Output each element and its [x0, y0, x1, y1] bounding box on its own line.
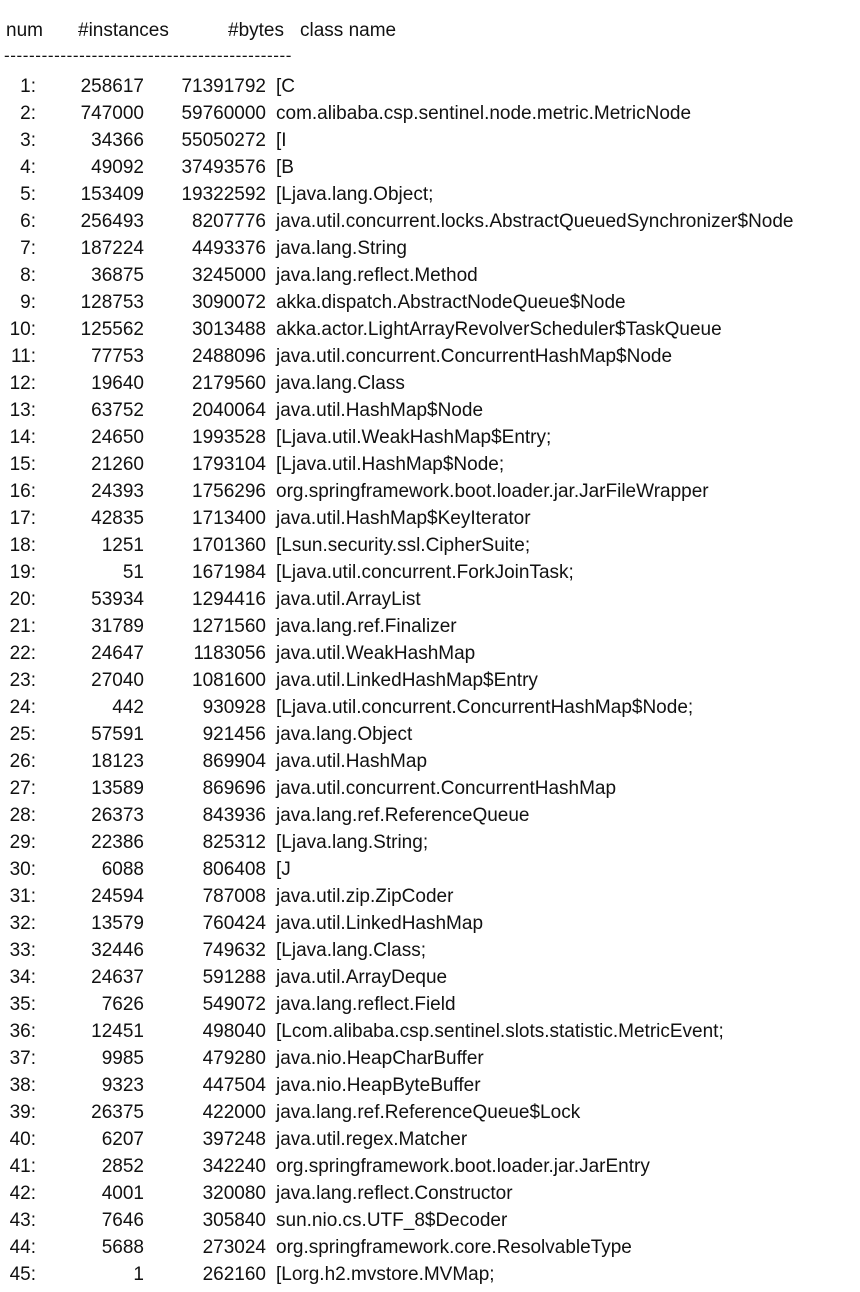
row-num: 27:: [9, 778, 36, 799]
row-num: 23:: [9, 670, 36, 691]
row-instances: 9985: [101, 1048, 144, 1069]
row-instances: 24594: [91, 886, 144, 907]
row-num: 6:: [20, 211, 36, 232]
row-class-name: java.util.HashMap$Node: [276, 400, 484, 421]
row-num: 22:: [9, 643, 36, 664]
row-num: 41:: [9, 1156, 36, 1177]
table-row: [0, 127, 860, 154]
row-bytes: 8207776: [192, 211, 266, 232]
row-class-name: java.util.WeakHashMap: [276, 643, 476, 664]
row-bytes: 273024: [202, 1237, 266, 1258]
row-num: 29:: [9, 832, 36, 853]
row-num: 3:: [20, 130, 36, 151]
table-row: [0, 1261, 860, 1288]
row-num: 4:: [20, 157, 36, 178]
row-num: 34:: [9, 967, 36, 988]
row-bytes: 498040: [202, 1021, 266, 1042]
row-num: 40:: [9, 1129, 36, 1150]
table-row: [0, 883, 860, 910]
row-class-name: [I: [276, 130, 287, 151]
header-bytes: #bytes: [228, 20, 284, 41]
table-row: [0, 667, 860, 694]
table-row: [0, 73, 860, 100]
row-class-name: [Ljava.lang.Object;: [276, 184, 434, 205]
row-instances: 32446: [91, 940, 144, 961]
row-instances: 187224: [80, 238, 144, 259]
row-class-name: java.util.concurrent.locks.AbstractQueuedSynchronizer$Node: [276, 211, 794, 232]
row-instances: 63752: [91, 400, 144, 421]
table-row: [0, 559, 860, 586]
row-class-name: java.lang.Class: [276, 373, 405, 394]
row-instances: 77753: [91, 346, 144, 367]
row-num: 9:: [20, 292, 36, 313]
row-class-name: [Ljava.util.WeakHashMap$Entry;: [276, 427, 552, 448]
row-bytes: 3245000: [192, 265, 266, 286]
row-class-name: [Ljava.util.concurrent.ForkJoinTask;: [276, 562, 574, 583]
row-bytes: 760424: [202, 913, 266, 934]
row-class-name: java.lang.String: [276, 238, 407, 259]
row-class-name: [C: [276, 76, 295, 97]
table-row: [0, 208, 860, 235]
row-class-name: java.util.LinkedHashMap: [276, 913, 484, 934]
row-instances: 22386: [91, 832, 144, 853]
row-instances: 256493: [80, 211, 144, 232]
row-num: 36:: [9, 1021, 36, 1042]
table-row: [0, 181, 860, 208]
row-bytes: 806408: [202, 859, 266, 880]
row-num: 10:: [9, 319, 36, 340]
row-instances: 27040: [91, 670, 144, 691]
row-class-name: [Lsun.security.ssl.CipherSuite;: [276, 535, 531, 556]
row-bytes: 869904: [202, 751, 266, 772]
table-row: [0, 100, 860, 127]
table-row: [0, 1072, 860, 1099]
row-class-name: [Ljava.lang.String;: [276, 832, 429, 853]
table-row: [0, 397, 860, 424]
table-row: [0, 964, 860, 991]
row-instances: 258617: [80, 76, 144, 97]
row-instances: 7646: [101, 1210, 144, 1231]
row-class-name: java.lang.ref.ReferenceQueue: [276, 805, 530, 826]
row-bytes: 787008: [202, 886, 266, 907]
row-instances: 49092: [91, 157, 144, 178]
row-instances: 6207: [101, 1129, 144, 1150]
row-num: 43:: [9, 1210, 36, 1231]
row-num: 31:: [9, 886, 36, 907]
row-class-name: java.lang.Object: [276, 724, 413, 745]
table-row: [0, 640, 860, 667]
table-row: [0, 1018, 860, 1045]
row-bytes: 55050272: [181, 130, 266, 151]
row-class-name: org.springframework.core.ResolvableType: [276, 1237, 632, 1258]
row-bytes: 71391792: [181, 76, 266, 97]
table-row: [0, 721, 860, 748]
table-row: [0, 370, 860, 397]
row-num: 32:: [9, 913, 36, 934]
row-bytes: 19322592: [181, 184, 266, 205]
table-row: [0, 154, 860, 181]
table-row: [0, 937, 860, 964]
row-bytes: 342240: [202, 1156, 266, 1177]
table-row: [0, 235, 860, 262]
row-num: 21:: [9, 616, 36, 637]
row-bytes: 422000: [202, 1102, 266, 1123]
table-header: [0, 20, 860, 46]
row-instances: 42835: [91, 508, 144, 529]
row-class-name: [B: [276, 157, 294, 178]
row-num: 24:: [9, 697, 36, 718]
row-class-name: java.util.ArrayDeque: [276, 967, 448, 988]
row-bytes: 825312: [202, 832, 266, 853]
row-num: 2:: [20, 103, 36, 124]
row-bytes: 1271560: [192, 616, 266, 637]
row-class-name: java.util.LinkedHashMap$Entry: [276, 670, 538, 691]
table-row: [0, 451, 860, 478]
table-row: [0, 505, 860, 532]
row-class-name: java.util.concurrent.ConcurrentHashMap$Node: [276, 346, 673, 367]
table-row: [0, 802, 860, 829]
row-instances: 7626: [101, 994, 144, 1015]
row-instances: 2852: [101, 1156, 144, 1177]
row-instances: 24647: [91, 643, 144, 664]
row-num: 37:: [9, 1048, 36, 1069]
row-instances: 153409: [80, 184, 144, 205]
row-instances: 53934: [91, 589, 144, 610]
row-num: 8:: [20, 265, 36, 286]
row-num: 15:: [9, 454, 36, 475]
row-instances: 13589: [91, 778, 144, 799]
row-class-name: java.lang.reflect.Field: [276, 994, 456, 1015]
row-bytes: 3013488: [192, 319, 266, 340]
table-row: [0, 1126, 860, 1153]
row-class-name: java.lang.reflect.Constructor: [276, 1183, 513, 1204]
row-class-name: java.lang.ref.Finalizer: [276, 616, 457, 637]
table-body: [0, 73, 860, 1288]
table-row: [0, 991, 860, 1018]
row-num: 20:: [9, 589, 36, 610]
row-num: 18:: [9, 535, 36, 556]
row-bytes: 2488096: [192, 346, 266, 367]
row-bytes: 1294416: [192, 589, 266, 610]
table-row: [0, 775, 860, 802]
row-class-name: java.util.ArrayList: [276, 589, 421, 610]
row-bytes: 1701360: [192, 535, 266, 556]
row-instances: 21260: [91, 454, 144, 475]
row-bytes: 262160: [202, 1264, 266, 1285]
header-num: num: [6, 20, 43, 41]
row-class-name: sun.nio.cs.UTF_8$Decoder: [276, 1210, 508, 1231]
row-num: 30:: [9, 859, 36, 880]
row-bytes: 2179560: [192, 373, 266, 394]
row-class-name: java.nio.HeapCharBuffer: [276, 1048, 484, 1069]
row-class-name: java.util.concurrent.ConcurrentHashMap: [276, 778, 617, 799]
row-instances: 51: [122, 562, 144, 583]
row-bytes: 1756296: [192, 481, 266, 502]
table-row: [0, 289, 860, 316]
row-bytes: 305840: [202, 1210, 266, 1231]
table-row: [0, 586, 860, 613]
row-bytes: 749632: [202, 940, 266, 961]
row-class-name: java.lang.reflect.Method: [276, 265, 478, 286]
row-bytes: 549072: [202, 994, 266, 1015]
row-instances: 57591: [91, 724, 144, 745]
row-class-name: [Lorg.h2.mvstore.MVMap;: [276, 1264, 495, 1285]
row-num: 39:: [9, 1102, 36, 1123]
row-instances: 1: [133, 1264, 144, 1285]
table-row: [0, 1207, 860, 1234]
row-instances: 9323: [101, 1075, 144, 1096]
row-num: 12:: [9, 373, 36, 394]
table-row: [0, 1153, 860, 1180]
row-num: 13:: [9, 400, 36, 421]
row-bytes: 869696: [202, 778, 266, 799]
row-bytes: 1081600: [192, 670, 266, 691]
row-class-name: akka.actor.LightArrayRevolverScheduler$TaskQueue: [276, 319, 722, 340]
row-bytes: 1671984: [192, 562, 266, 583]
table-row: [0, 424, 860, 451]
row-instances: 128753: [80, 292, 144, 313]
row-instances: 12451: [91, 1021, 144, 1042]
table-row: [0, 829, 860, 856]
row-bytes: 1793104: [192, 454, 266, 475]
row-num: 7:: [20, 238, 36, 259]
row-bytes: 1993528: [192, 427, 266, 448]
row-instances: 1251: [101, 535, 144, 556]
row-instances: 18123: [91, 751, 144, 772]
row-class-name: java.nio.HeapByteBuffer: [276, 1075, 481, 1096]
table-row: [0, 856, 860, 883]
row-num: 28:: [9, 805, 36, 826]
row-instances: 26375: [91, 1102, 144, 1123]
row-instances: 36875: [91, 265, 144, 286]
table-row: [0, 532, 860, 559]
row-instances: 4001: [101, 1183, 144, 1204]
row-num: 14:: [9, 427, 36, 448]
row-num: 25:: [9, 724, 36, 745]
row-num: 11:: [10, 346, 36, 367]
row-bytes: 447504: [202, 1075, 266, 1096]
row-bytes: 4493376: [192, 238, 266, 259]
table-row: [0, 1045, 860, 1072]
table-row: [0, 262, 860, 289]
row-class-name: com.alibaba.csp.sentinel.node.metric.MetricNode: [276, 103, 692, 124]
row-class-name: org.springframework.boot.loader.jar.JarEntry: [276, 1156, 650, 1177]
table-row: [0, 1099, 860, 1126]
row-bytes: 921456: [202, 724, 266, 745]
row-bytes: 3090072: [192, 292, 266, 313]
row-bytes: 37493576: [181, 157, 266, 178]
row-bytes: 59760000: [181, 103, 266, 124]
row-class-name: [J: [276, 859, 291, 880]
row-num: 5:: [20, 184, 36, 205]
row-class-name: [Ljava.lang.Class;: [276, 940, 426, 961]
row-bytes: 479280: [202, 1048, 266, 1069]
row-bytes: 1713400: [192, 508, 266, 529]
table-row: [0, 694, 860, 721]
table-row: [0, 1234, 860, 1261]
table-row: [0, 478, 860, 505]
row-instances: 24393: [91, 481, 144, 502]
row-num: 17:: [9, 508, 36, 529]
table-row: [0, 748, 860, 775]
row-class-name: [Ljava.util.concurrent.ConcurrentHashMap$Node;: [276, 697, 694, 718]
table-row: [0, 316, 860, 343]
row-bytes: 397248: [202, 1129, 266, 1150]
row-instances: 125562: [80, 319, 144, 340]
row-instances: 24650: [91, 427, 144, 448]
row-num: 38:: [9, 1075, 36, 1096]
row-bytes: 591288: [202, 967, 266, 988]
table-row: [0, 343, 860, 370]
row-num: 26:: [9, 751, 36, 772]
row-bytes: 1183056: [193, 643, 266, 664]
row-class-name: java.util.HashMap: [276, 751, 428, 772]
row-num: 35:: [9, 994, 36, 1015]
row-instances: 26373: [91, 805, 144, 826]
row-num: 33:: [9, 940, 36, 961]
row-instances: 34366: [91, 130, 144, 151]
table-row: [0, 1180, 860, 1207]
row-bytes: 843936: [202, 805, 266, 826]
row-class-name: akka.dispatch.AbstractNodeQueue$Node: [276, 292, 626, 313]
row-instances: 442: [112, 697, 144, 718]
row-bytes: 930928: [202, 697, 266, 718]
row-instances: 31789: [91, 616, 144, 637]
row-num: 16:: [9, 481, 36, 502]
row-bytes: 2040064: [192, 400, 266, 421]
row-num: 19:: [9, 562, 36, 583]
row-instances: 747000: [80, 103, 144, 124]
row-instances: 5688: [101, 1237, 144, 1258]
header-class-name: class name: [300, 20, 397, 41]
row-class-name: [Lcom.alibaba.csp.sentinel.slots.statistic.MetricEvent;: [276, 1021, 724, 1042]
row-num: 45:: [9, 1264, 36, 1285]
row-instances: 6088: [101, 859, 144, 880]
row-class-name: java.util.HashMap$KeyIterator: [276, 508, 531, 529]
row-instances: 24637: [91, 967, 144, 988]
row-class-name: java.util.zip.ZipCoder: [276, 886, 454, 907]
row-class-name: org.springframework.boot.loader.jar.JarFileWrapper: [276, 481, 709, 502]
table-row: [0, 613, 860, 640]
row-num: 44:: [9, 1237, 36, 1258]
row-bytes: 320080: [202, 1183, 266, 1204]
row-instances: 13579: [91, 913, 144, 934]
table-row: [0, 910, 860, 937]
row-class-name: [Ljava.util.HashMap$Node;: [276, 454, 505, 475]
header-separator: ----------------------------------------------: [4, 46, 293, 65]
row-num: 1:: [20, 76, 36, 97]
header-instances: #instances: [78, 20, 169, 41]
row-instances: 19640: [91, 373, 144, 394]
row-class-name: java.lang.ref.ReferenceQueue$Lock: [276, 1102, 581, 1123]
row-num: 42:: [9, 1183, 36, 1204]
row-class-name: java.util.regex.Matcher: [276, 1129, 468, 1150]
